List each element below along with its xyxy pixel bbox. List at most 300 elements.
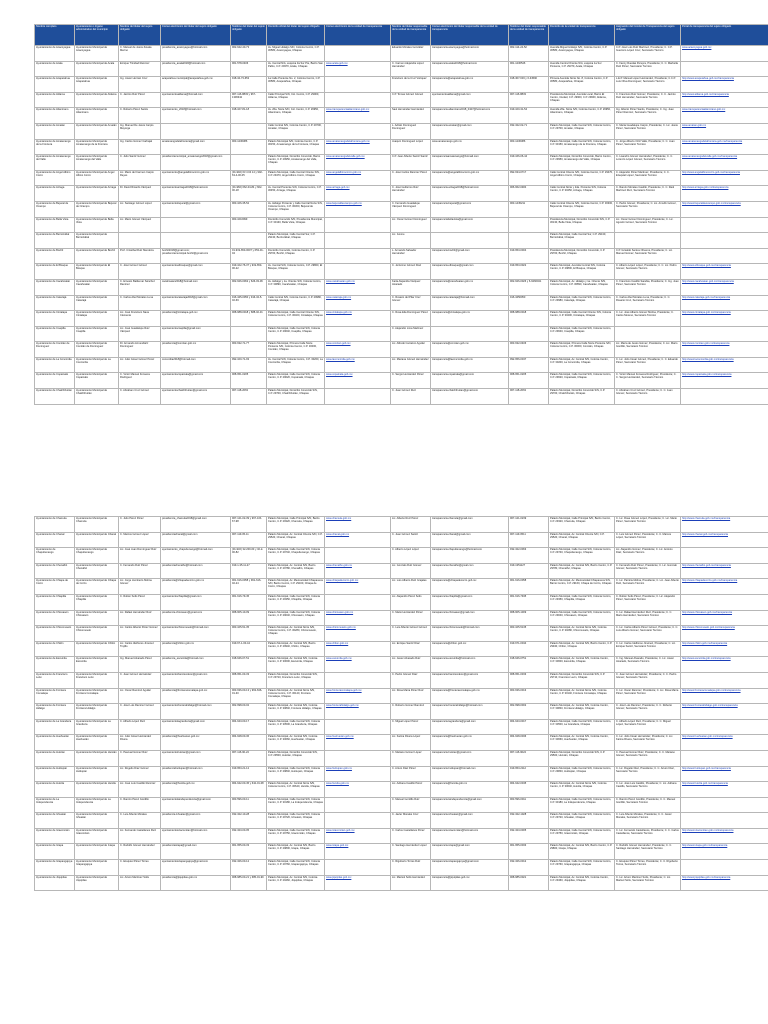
table-cell: ayuntamientofranciscoleon@gmail.com xyxy=(161,672,231,688)
table-cell[interactable]: www.amatenangodelafrontera.gob.mx xyxy=(325,139,391,155)
table-cell: transparencia@chilon.gob.mx xyxy=(431,641,509,657)
table-cell: Ayuntamiento de Acacoyagua xyxy=(35,46,75,62)
table-row xyxy=(35,373,768,389)
table-cell[interactable]: http://www.aldama.gob.mx/transparencia xyxy=(681,92,768,108)
table-cell: C. Abraham Cruz Gómez xyxy=(119,389,161,405)
table-cell: Ayuntamiento Municipal de Escuintla xyxy=(75,657,119,673)
table-cell: C. Juan Gómez Santiz xyxy=(391,532,431,548)
table-cell: Palacio Municipal S/N, Colonia Centro, C.P. 30150, Amatenango de la Frontera, Chiapas xyxy=(267,139,325,155)
table-cell: C. Pascual Gómez Ruiz xyxy=(119,750,161,766)
table-cell: C. Rodolfo Gómez Hernández, Presidente; C. C. Santiago Hernández, Secretario Técnico xyxy=(615,844,681,860)
table-cell: Lic. Carlos Alberto Pérez Gómez xyxy=(119,626,161,642)
table-cell[interactable]: http://www.chanal.gob.mx/transparencia xyxy=(681,532,768,548)
table-cell: 992-656-0047 xyxy=(509,357,549,373)
table-cell: C. Fernando Guadalupe Vázquez Domínguez xyxy=(391,201,431,217)
table-cell: C. María Guadalupe Carpio, Presidente; C. Lic. Jesús Pérez, Secretario Técnico xyxy=(615,123,681,139)
table-cell: C. Carlos Castellanos Pérez xyxy=(391,828,431,844)
table-cell: Lic. José Juan Domínguez Ruiz xyxy=(119,548,161,564)
table-cell[interactable]: www.bejucaldeocampo.gob.mx xyxy=(325,201,391,217)
table-cell: Ayuntamiento de Amatán xyxy=(35,123,75,139)
table-cell: Palacio Municipal, Calle Central S/N, Colonia Centro, C.P. 30180, La Independencia, Chiapas xyxy=(267,797,325,813)
table-cell: Ayuntamiento de Amatenango de la Frontera xyxy=(35,139,75,155)
table-cell[interactable]: http://www.chiapadecorzo.gob.mx/transparencia xyxy=(681,579,768,595)
table-cell: Lic. Oscar Gómez Domínguez xyxy=(391,217,431,233)
table-cell: 918-107-81-18 xyxy=(231,108,267,124)
table-cell[interactable]: http://www.bejucaldeocampo.gob.mx/transparencia xyxy=(681,201,768,217)
table-row xyxy=(35,248,768,264)
table-cell[interactable]: www.copainala.gob.mx xyxy=(325,373,391,389)
table-cell[interactable]: www.huitiupan.gob.mx xyxy=(325,766,391,782)
table-cell: Presidencia Municipal, Domicilio Conocido S/N, C.P. 30130, Bella Vista, Chiapas xyxy=(549,217,615,233)
table-cell: Ayuntamiento Municipal de Acala xyxy=(75,61,119,77)
table-cell: Ayuntamiento de La Concordia xyxy=(35,357,75,373)
header-cell: Nombre completo xyxy=(35,25,75,46)
table-cell: 961-616-0058 y 961-616-02-24 xyxy=(231,579,267,595)
table-cell: transparencia.lagrandeza@gmail.com xyxy=(431,719,509,735)
table-cell xyxy=(681,750,768,766)
table-cell[interactable]: http://www.acapetahua.gob.mx/transparencia xyxy=(681,77,768,93)
table-cell[interactable]: http://www.copainala.gob.mx/transparencia xyxy=(681,373,768,389)
table-cell: Domicilio Conocido S/N, Presidencia Municipal, C.P. 30130, Bella Vista, Chiapas xyxy=(267,217,325,233)
table-cell: 963-596-00-11 xyxy=(231,797,267,813)
table-row xyxy=(35,875,768,891)
table-cell: Lic. María de Jesús Gómez, Presidente; C. Lic. Mario Gordillo, Secretario Técnico xyxy=(615,342,681,358)
table-cell: Ayuntamiento Municipal de Chicoasén xyxy=(75,610,119,626)
table-cell: transparencia.copainala@gmail.com xyxy=(431,373,509,389)
table-cell: 963-636-0013 xyxy=(509,688,549,704)
table-cell: 919-67-1-00-44 xyxy=(231,641,267,657)
table-cell xyxy=(509,217,549,233)
table-cell: Palacio Municipal, Calle Central S/N, Colonia Centro, C.P. 29740, Chapultenango, Chiapas xyxy=(549,548,615,564)
table-cell[interactable]: www.chicoasen.gob.mx xyxy=(325,610,391,626)
table-cell[interactable]: www.acala.gob.mx xyxy=(325,61,391,77)
table-cell[interactable]: http://www.chamula.gob.mx/transparencia xyxy=(681,517,768,533)
table-cell: Palacio Municipal, Av. Central Oriente S/N, C.P. 29520, Chanal, Chiapas xyxy=(267,532,325,548)
table-cell[interactable]: http://www.jiquipilas.gob.mx/transparencia xyxy=(681,875,768,891)
table-cell: Ayuntamiento de Ixtapa xyxy=(35,844,75,860)
table-cell: Ayuntamiento de Cintalapa xyxy=(35,311,75,327)
table-cell[interactable]: http://www.chicoasen.gob.mx/transparencia xyxy=(681,610,768,626)
table-cell: C. Jerónimo Gómez Díaz xyxy=(391,264,431,280)
table-cell[interactable]: www.huixtla.gob.mx xyxy=(325,782,391,798)
table-cell: Palacio Municipal, Calle Central S/N, Colonia Centro, C.P. 29980, Catazajá, Chiapas xyxy=(549,295,615,311)
table-cell xyxy=(615,233,681,249)
table-cell: Palacio Municipal, Domicilio Conocido S/N, C.P. 29700, Chalchihuitán, Chiapas xyxy=(267,389,325,405)
table-cell: Avenida 26a. Norte S/N, Colonia Centro, C.P. 29950, Altamirano, Chiapas xyxy=(549,108,615,124)
table-cell: 962-642-40-73 xyxy=(231,46,267,62)
table-cell[interactable]: http://www.huixtla.gob.mx/transparencia xyxy=(681,782,768,798)
table-cell: Lic. Gonzalo Ruiz Gómez xyxy=(391,563,431,579)
table-cell: presidencia_acacoyagua@hotmail.com xyxy=(161,46,231,62)
table-cell: Lic. Fernando Castellanos Ruiz xyxy=(119,828,161,844)
table-cell: Palacio Municipal, Av. Central S/N, Colonia Centro, C.P. 29460, Jiquipilas, Chiapas xyxy=(549,875,615,891)
table-cell xyxy=(325,248,391,264)
table-cell[interactable]: http://www.catazaja.gob.mx/transparencia xyxy=(681,295,768,311)
table-cell: Ayuntamiento de La Grandeza xyxy=(35,719,75,735)
table-cell: Ing. Manuel De Jesús Carpio Mayorga xyxy=(119,123,161,139)
table-cell: Ayuntamiento de Chicomuselo xyxy=(35,626,75,642)
table-cell: Ayuntamiento de El Bosque xyxy=(35,264,75,280)
table-cell: C. Ing. Manuel Alvarado, Presidente; C. Lic. Javier Alvarado, Secretario Técnico xyxy=(615,657,681,673)
table-row xyxy=(35,641,768,657)
table-cell: transparencia@cintalapa.gob.mx xyxy=(431,311,509,327)
table-cell: Ayuntamiento Municipal de Amatenango de la Frontera xyxy=(75,139,119,155)
table-cell: Presidencia Municipal, Avenida Local, Barrio El Centro, Ciudad, C.P. 29900, C.P. 29900, Aldama, Chiapas xyxy=(549,92,615,108)
table-cell: C. Ramiro Pérez Gordillo, Presidente; C. C. Manuel Gordillo, Secretario Técnico xyxy=(615,797,681,813)
table-cell: Calle Central S/N, Colonia Centro, C.P. 29980, Catazajá, Chiapas xyxy=(267,295,325,311)
table-cell xyxy=(681,548,768,564)
table-cell xyxy=(681,813,768,829)
header-cell: Ayuntamiento o órgano administrativo del municipio xyxy=(75,25,119,46)
table-cell: Ayuntamiento Municipal de Berriozábal xyxy=(75,233,119,249)
table-cell[interactable]: www.acacoyagua.gob.mx xyxy=(681,46,768,62)
table-cell: C. Francisco Ruiz Gómez, Presidente; C. C. Jacinto Ruiz Hernández, Secretario Técnico xyxy=(615,92,681,108)
table-cell xyxy=(325,233,391,249)
table-cell xyxy=(681,672,768,688)
table-cell: Dr. Armando Armendáriz Domínguez xyxy=(119,342,161,358)
table-cell: C. Rigoberto Torres Ruiz xyxy=(391,860,431,876)
table-cell xyxy=(431,233,509,249)
table-cell: L. Adrián Domínguez Domínguez xyxy=(391,123,431,139)
table-cell: 918-307-633 y 6-34590 xyxy=(509,77,549,93)
table-cell: Palacio Municipal, Calle Central Oriente S/N, Colonia Centro, C.P. 30400, Cintalapa, Chiapas xyxy=(549,311,615,327)
table-cell: Palacio Municipal, Domicilio Conocido S/N, C.P. 29710, Francisco León, Chiapas xyxy=(549,672,615,688)
table-cell: transparencia.escuintla@hotmail.com xyxy=(431,657,509,673)
table-cell[interactable]: www.fronteracomalapa.gob.mx xyxy=(325,688,391,704)
table-cell[interactable]: http://www.escuintla.gob.mx/transparencia xyxy=(681,657,768,673)
table-cell: presidenciachenalho@hotmail.com xyxy=(161,563,231,579)
table-cell: C.P. José Luis Ruiz Martínez, Presidente; C. C.P. Guerrero López Cruz, Secretario Técnico xyxy=(615,46,681,62)
table-cell: Palacio Municipal, Calle Central S/N, Colonia Centro, C.P. 29640, Coapilla, Chiapas xyxy=(549,326,615,342)
transparency-directory-table-2 xyxy=(34,516,768,891)
table-cell: transparencia@laconcordia.gob.mx xyxy=(431,357,509,373)
transparency-directory-table-1 xyxy=(34,24,768,405)
table-cell: bochil2018@gmail.com; presidenciamunicipal.bochil@gmail.com xyxy=(161,248,231,264)
table-cell: Ayuntamiento de Coapilla xyxy=(35,326,75,342)
table-cell: 968-605-10-09 xyxy=(231,610,267,626)
table-cell[interactable]: www.cintalapa.gob.mx xyxy=(325,311,391,327)
table-cell: Palacio Municipal, Av. Central S/N, Colonia Centro, C.P. 30660, Huehuetán, Chiapas xyxy=(549,735,615,751)
table-cell: C. Ernesto Baldemar Sánchez Ramírez xyxy=(119,279,161,295)
table-cell: Ayuntamiento de Catazajá xyxy=(35,295,75,311)
table-cell: C. Juan Gómez Hernández xyxy=(119,672,161,688)
table-cell: Palacio Municipal, Calle Central Sur, C.P. 29130, Berriozábal, Chiapas xyxy=(549,233,615,249)
table-cell[interactable]: www.chilon.gob.mx xyxy=(325,641,391,657)
table-cell: Ayuntamiento Municipal de Jiquipilas xyxy=(75,875,119,891)
table-cell[interactable]: www.escuintla.gob.mx xyxy=(325,657,391,673)
table-cell[interactable]: www.catazaja.gob.mx xyxy=(325,295,391,311)
table-cell: Avenida Miguel Hidalgo S/N, Colonia Centro, C.P. 30580, Acacoyagua, Chiapas xyxy=(549,46,615,62)
table-cell[interactable]: http://www.arriaga.gob.mx/transparencia xyxy=(681,186,768,202)
table-cell: (01-932) 32-200-63 y 32-2-00-82 xyxy=(231,548,267,564)
table-cell: 932-322-10-28 xyxy=(231,813,267,829)
table-cell: 967-116-90-24 xyxy=(231,750,267,766)
table-cell: C. Alberto López López xyxy=(391,548,431,564)
table-cell[interactable]: http://www.chicomuselo.gob.mx/transparencia xyxy=(681,626,768,642)
table-cell: 919-653-0022 xyxy=(509,264,549,280)
table-cell: Lic. Jorge Humberto Molina Gómez xyxy=(119,579,161,595)
table-cell[interactable]: http://www.fronteracomalapa.gob.mx/transparencia xyxy=(681,688,768,704)
table-cell: 967-119-05-11 xyxy=(231,532,267,548)
table-cell: Joaquín Domínguez López xyxy=(391,139,431,155)
table-cell: Ayuntamiento Municipal de Acapetahua xyxy=(75,77,119,93)
table-cell xyxy=(325,326,391,342)
table-cell: ayuntamientoaldama@hotmail.com xyxy=(161,92,231,108)
table-cell: 961-616-0058 xyxy=(509,579,549,595)
table-cell: presidenciahuitiupan@hotmail.com xyxy=(161,766,231,782)
table-cell xyxy=(325,92,391,108)
table-cell[interactable]: www.ixtapa.gob.mx xyxy=(325,844,391,860)
table-cell: 932-322-1028 xyxy=(509,813,549,829)
table-cell: Lic. Santiago Gómez López xyxy=(119,201,161,217)
table-cell: Ayuntamiento de Chiapilla xyxy=(35,594,75,610)
table-row xyxy=(35,626,768,642)
table-cell[interactable]: www.angelalbinocorzo.gob.mx xyxy=(325,170,391,186)
table-cell: Calle Central Oriente S/N, Colonia Centro, C.P. 29470, Angel Albino Corzo, Chiapas xyxy=(549,170,615,186)
table-cell: C. Julio Santiz Gómez xyxy=(119,155,161,171)
table-cell[interactable]: www.huehuetan.gob.mx xyxy=(325,735,391,751)
table-cell xyxy=(325,389,391,405)
table-cell: Palacio Municipal, Domicilio Conocido, Barrio Centro, C.P. 29950, Amatenango del Valle, Chiapas xyxy=(549,155,615,171)
table-sheet-2 xyxy=(34,516,741,891)
table-cell[interactable]: www.transparenciaaltamirano.gob.mx xyxy=(325,108,391,124)
table-cell[interactable]: http://www.elbosque.gob.mx/transparencia xyxy=(681,264,768,280)
table-cell: Lic. José Luis Castillo Ramírez xyxy=(119,782,161,798)
table-cell: Ayuntamiento Municipal de Ixtapangajoya xyxy=(75,860,119,876)
table-cell: Palacio Municipal, Av. Central S/N, Colonia Centro, C.P. 30600, Escuintla, Chiapas xyxy=(549,657,615,673)
table-cell xyxy=(325,813,391,829)
table-cell: Palacio Municipal, Av. Central Norte S/N, Colonia Centro, C.P. 30280, Chicomuselo, Chiapas xyxy=(267,626,325,642)
table-cell: presidencia@chiapadecorzo.gob.mx xyxy=(161,579,231,595)
table-cell: Lic. Karina Rivera López xyxy=(391,735,431,751)
table-row xyxy=(35,797,768,813)
table-cell[interactable]: www.chanal.gob.mx xyxy=(325,532,391,548)
table-cell: C. José Gómez Gómez xyxy=(119,264,161,280)
table-cell: Palacio Municipal, Domicilio Conocido S/N, C.P. 29710, Francisco León, Chiapas xyxy=(267,672,325,688)
table-cell: Ing. Javier Hernán Cruz xyxy=(119,77,161,93)
table-cell: Palacio Municipal, Calle Central S/N, Colonia Centro, C.P. 29350, Chiapilla, Chiapas xyxy=(267,594,325,610)
table-cell: Palacio Municipal, Av. Central S/N, Colonia Centro, C.P. 30840, Frontera Hidalgo, Chiapas xyxy=(549,704,615,720)
table-cell: Calle Central S/N, Colonia Centro, C.P. 29700, Amatán, Chiapas xyxy=(267,123,325,139)
table-cell: Palacio Municipal, Av. Mexicanidad Chiapaneca S/N, Barrio Centro, C.P. 29160, Chiapa de Corzo, Chiapas xyxy=(549,579,615,595)
table-cell: Ayuntamiento de Arriaga xyxy=(35,186,75,202)
table-cell: Palacio Municipal, Av. Central S/N, Barrio Centro, C.P. 29940, Chilón, Chiapas xyxy=(267,641,325,657)
table-cell[interactable]: www.cacahoatan.gob.mx xyxy=(325,279,391,295)
table-cell: C. José Luis Ramírez, Presidente; C. C. Roberto Gómez, Secretario Técnico xyxy=(615,704,681,720)
table-cell: Palacio Municipal, Calle Central S/N, Colonia Centro, C.P. 29640, Coapilla, Chiapas xyxy=(267,326,325,342)
table-cell: 932-326-0012 xyxy=(509,860,549,876)
table-cell: Ayuntamiento Municipal de Bochil xyxy=(75,248,119,264)
table-row xyxy=(35,813,768,829)
table-row xyxy=(35,704,768,720)
table-cell: transparencia.ixtapangajoya@gmail.com xyxy=(431,860,509,876)
table-cell[interactable]: www.chamula.gob.mx xyxy=(325,517,391,533)
table-cell: presidencia.ixhuatan@gmail.com xyxy=(161,813,231,829)
table-cell: transparencia@jiquipilas.gob.mx xyxy=(431,875,509,891)
table-cell: Lic. Carlos Idelfonso Jiménez Trujillo xyxy=(119,641,161,657)
table-cell: Ayuntamiento Municipal de Copainalá xyxy=(75,373,119,389)
table-cell: Ayuntamiento de Frontera Comalapa xyxy=(35,688,75,704)
table-cell: Av. Hidalgo Poniente y Calle Central Norte S/N, Colonia Centro, C.P. 30300, Bejucal de Ocampo, Chiapas xyxy=(267,201,325,217)
table-cell[interactable]: http://www.angelalbinocorzo.gob.mx/transparencia xyxy=(681,170,768,186)
table-cell: 967-116-9024 xyxy=(509,750,549,766)
table-cell: C. José Carlos Ramírez Pérez xyxy=(391,170,431,186)
table-cell[interactable]: http://www.huitiupan.gob.mx/transparencia xyxy=(681,766,768,782)
table-cell: Lic. Alfredo Carrazco Aguilar xyxy=(391,342,431,358)
table-cell[interactable]: www.amatenangodelafrontera.gob.mx/transparencia xyxy=(681,139,768,155)
table-cell: Ayuntamiento de Aldama xyxy=(35,92,75,108)
table-cell xyxy=(431,326,509,342)
table-cell: C. Lic. José Alberto Gómez Molina, Presidente; C. Carlos Moreno, Secretario Técnico xyxy=(615,311,681,327)
table-cell[interactable]: www.comitan.gob.mx xyxy=(325,342,391,358)
table-cell: Palacio Municipal, Calle Central S/N, Colonia Centro, C.P. 29700, Amatán, Chiapas xyxy=(549,123,615,139)
table-cell: Palacio Municipal, Av. Central S/N, Barrio Centro, C.P. 29780, Chenalhó, Chiapas xyxy=(267,563,325,579)
table-cell: Calle Principal S/N, Col. Centro, C.P. 29900, Aldama, Chiapas xyxy=(267,92,325,108)
table-cell[interactable]: www.jiquipilas.gob.mx xyxy=(325,875,391,891)
table-cell: C. Manuel de Jesús Zavala Merino xyxy=(119,46,161,62)
table-row xyxy=(35,766,768,782)
table-cell[interactable]: http://www.comitan.gob.mx/transparencia xyxy=(681,342,768,358)
table-cell[interactable]: www.chicomuselo.gob.mx xyxy=(325,626,391,642)
table-cell: transparencia@huixtla.gob.mx xyxy=(431,782,509,798)
table-cell: 968-685-0021 xyxy=(509,875,549,891)
table-row xyxy=(35,77,768,93)
table-cell[interactable]: http://www.cintalapa.gob.mx/transparencia xyxy=(681,311,768,327)
table-cell: C. Manuel Gordillo Ruiz xyxy=(391,797,431,813)
table-cell: presidenciamunicipal_amatenango2018@gmail.com xyxy=(161,155,231,171)
table-cell[interactable]: http://www.laconcordia.gob.mx/transparencia xyxy=(681,357,768,373)
table-cell: Ayuntamiento de Chamula xyxy=(35,517,75,533)
table-cell: C. Victor Manuel Fonseca Rodríguez, Presidente; C. C. Sergio Hernández, Secretario Técnico xyxy=(615,373,681,389)
table-cell: Karla Alejandra Vázquez Alvarado xyxy=(391,279,431,295)
table-cell: C. Carlos Abel Morales Luna xyxy=(119,295,161,311)
table-cell: 968-685-00-21 y 685-01-99 xyxy=(231,875,267,891)
table-row xyxy=(35,828,768,844)
table-row xyxy=(35,782,768,798)
table-cell: Palacio Municipal, Av. Central Norte S/N, Colonia Centro, C.P. 30640, Huixtla, Chiapas xyxy=(549,782,615,798)
table-cell: Palacio Municipal, Calle Central S/N, Colonia Centro, C.P. 30180, La Independencia, Chiapas xyxy=(549,797,615,813)
table-cell: Palacio Municipal, Domicilio Conocido S/N, C.P. 29500, Huixtán, Chiapas xyxy=(267,750,325,766)
table-cell: Palacio Municipal, Av. Central S/N, Colonia Centro, C.P. 30200, La Concordia, Chiapas xyxy=(549,357,615,373)
table-cell: Palacio Municipal, Av. Hidalgo y 1a. Oriente S/N, Colonia Centro, C.P. 30890, Cacahoatán, Chiapas xyxy=(549,279,615,295)
table-cell xyxy=(681,719,768,735)
table-cell[interactable]: www.chenalho.gob.mx xyxy=(325,563,391,579)
table-cell: presidenciachanal@gmail.com xyxy=(161,532,231,548)
table-cell: 919-166-06-44 xyxy=(509,155,549,171)
header-cell: Portal de transparencia del sujeto obligado xyxy=(681,25,768,46)
table-cell[interactable]: www.amatenangodelvalle.gob.mx/transparencia xyxy=(681,155,768,171)
table-cell[interactable]: www.chiapadecorzo.gob.mx xyxy=(325,579,391,595)
table-cell: Ayuntamiento Municipal de Aldama xyxy=(75,92,119,108)
table-cell: Palacio Municipal, Av. Central S/N, Colonia Centro, C.P. 30600, Escuintla, Chiapas xyxy=(267,657,325,673)
table-cell[interactable]: http://www.ixtapa.gob.mx/transparencia xyxy=(681,844,768,860)
table-cell: 962-698-00-02 xyxy=(231,704,267,720)
table-cell: Avenida Central Oriente N/A, esquina 1a Sur Poniente, C.P. 29370, Acala, Chiapas xyxy=(549,61,615,77)
table-cell[interactable]: www.amatan.gob.mx xyxy=(681,123,768,139)
table-cell: 919-653-0004 xyxy=(509,248,549,264)
table-cell: 919-653-2112 xyxy=(509,766,549,782)
table-cell: C. Rosa Elia Domínguez Pérez xyxy=(391,311,431,327)
table-cell[interactable]: www.fronterahidalgo.gob.mx xyxy=(325,704,391,720)
table-cell: transparencia@comitan.gob.mx xyxy=(431,342,509,358)
table-cell[interactable]: www.laconcordia.gob.mx xyxy=(325,357,391,373)
table-cell: ayuntamientoixtapangajoya@gmail.com xyxy=(161,860,231,876)
table-cell: Enrique Trinidad Ramírez xyxy=(119,61,161,77)
table-cell: transparencia.chamula@gmail.com xyxy=(431,517,509,533)
table-cell: Ayuntamiento Municipal de Amatenango del Valle xyxy=(75,155,119,171)
table-cell: Palacio Municipal, Calle Central S/N, Colonia Centro, C.P. 29840, Huitiupán, Chiapas xyxy=(549,766,615,782)
table-cell: Lic. Rogelio Díaz Gómez xyxy=(119,766,161,782)
table-cell[interactable]: http://www.huehuetan.gob.mx/transparencia xyxy=(681,735,768,751)
table-cell: Palacio Municipal, Calle Central Oriente S/N, Colonia Centro, C.P. 30400, Cintalapa, Chiapas xyxy=(267,311,325,327)
table-cell: C. Rubén Solís Pérez, Presidente; C. Lic. Alejandro Pérez, Secretario Técnico xyxy=(615,594,681,610)
table-cell: Palacio Municipal, Calle Central S/N, Colonia Centro, C.P. 30500, La Grandeza, Chiapas xyxy=(267,719,325,735)
table-cell: Ayuntamiento Municipal de Bella Vista xyxy=(75,217,119,233)
table-cell: Palacio Municipal, Calle Central S/N, Colonia Centro, C.P. 30150, Amatenango de la Frontera, Chiapas xyxy=(549,139,615,155)
table-cell: Lic. Oscar Ramírez Aguilar xyxy=(119,688,161,704)
table-cell: Palacio Municipal, Calle Principal S/N, Barrio Centro, C.P. 29320, Chamula, Chiapas xyxy=(267,517,325,533)
table-cell: Lic. Alberto Ruiz Pérez xyxy=(391,517,431,533)
table-cell: C. Rubén Solís Pérez xyxy=(119,594,161,610)
table-cell: Palacio Municipal, Av. Mexicanidad Chiapaneca S/N, Barrio Centro, C.P. 29160, Chiapa de Corzo, Chiapas xyxy=(267,579,325,595)
table-cell[interactable]: http://www.cacahoatan.gob.mx/transparencia xyxy=(681,279,768,295)
table-cell[interactable]: http://www.chenalho.gob.mx/transparencia xyxy=(681,563,768,579)
table-cell xyxy=(681,860,768,876)
table-cell[interactable]: http://www.fronterahidalgo.gob.mx/transparencia xyxy=(681,704,768,720)
table-cell: Lic. Julio César Gómez Pérez xyxy=(119,357,161,373)
table-cell: 962-698-0002 xyxy=(509,704,549,720)
table-cell: Lic. Javier Alvarado Ruiz xyxy=(391,657,431,673)
table-cell: C. Alfredo López Ruiz xyxy=(119,719,161,735)
table-cell: Ayuntamiento de Chiapa de Corzo xyxy=(35,579,75,595)
table-cell: Ayuntamiento de Chenalhó xyxy=(35,563,75,579)
table-cell: presidencia@fronteracomalapa.gob.mx xyxy=(161,688,231,704)
table-row xyxy=(35,264,768,280)
table-cell[interactable]: www.arriaga.gob.mx xyxy=(325,186,391,202)
table-cell: C. Lic. Julio César Gómez, Presidente; C. C. Eduardo Pérez, Secretario Técnico xyxy=(615,357,681,373)
table-cell[interactable]: http://www.ixtacomitan.gob.mx/transparencia xyxy=(681,828,768,844)
table-cell: C. Fernando Ruiz Pérez xyxy=(119,563,161,579)
table-cell: Av. Central N/A, esquina 3a Sur Pte, Barrio San Pablo, C.P. 29370, Acala, Chiapas xyxy=(267,61,325,77)
table-cell[interactable]: www.amatenangodelvalle.gob.mx xyxy=(325,155,391,171)
table-cell: Palacio Municipal, Av. Central Norte S/N, Colonia Centro, C.P. 30140, Frontera Comalapa, Chiapas xyxy=(267,688,325,704)
table-cell: Ayuntamiento Municipal de Huitiupán xyxy=(75,766,119,782)
table-cell[interactable]: www.transparenciaaltamirano.gob.mx xyxy=(681,108,768,124)
table-cell: Calle Central Norte y 2da. Poniente S/N, Colonia Centro, C.P. 30450, Arriaga, Chiapas xyxy=(549,186,615,202)
table-cell: Ayuntamiento de Huixtla xyxy=(35,782,75,798)
table-cell[interactable]: www.ixtacomitan.gob.mx xyxy=(325,828,391,844)
table-cell: Ayuntamiento Municipal de Altamirano xyxy=(75,108,119,124)
table-cell: Ayuntamiento Municipal de Chilón xyxy=(75,641,119,657)
table-row xyxy=(35,139,768,155)
table-cell: presidencia_escuintla@hotmail.com xyxy=(161,657,231,673)
table-cell xyxy=(325,860,391,876)
table-cell: Palacio Municipal, Calle Central S/N, Colonia Centro, C.P. 29620, Copainalá, Chiapas xyxy=(549,373,615,389)
table-cell: Lic. José Guadalupe Ruiz Vázquez xyxy=(119,326,161,342)
table-cell[interactable]: http://www.chilon.gob.mx/transparencia xyxy=(681,641,768,657)
table-cell: Ayuntamiento de Chicoasén xyxy=(35,610,75,626)
table-row xyxy=(35,123,768,139)
table-cell: Ing. Alberto Pérez Santis, Presidente; C. Ing. Juan Pérez Ramírez, Secretario Técnico xyxy=(615,108,681,124)
table-cell: Ayuntamiento Municipal de La Grandeza xyxy=(75,719,119,735)
table-cell: C. Lic. Rafael Hernández Ruiz, Presidente; C. C. Mario Hernández, Secretario Técnico xyxy=(615,610,681,626)
table-row xyxy=(35,389,768,405)
table-cell: Ayuntamiento Municipal de La Concordia xyxy=(75,357,119,373)
table-cell: ayuntamientolaindependencia@gmail.com xyxy=(161,797,231,813)
table-cell: 932-322-0063 xyxy=(509,548,549,564)
table-cell: 919-1-35-11-27 xyxy=(231,563,267,579)
table-cell: 961-655-0033 xyxy=(509,844,549,860)
